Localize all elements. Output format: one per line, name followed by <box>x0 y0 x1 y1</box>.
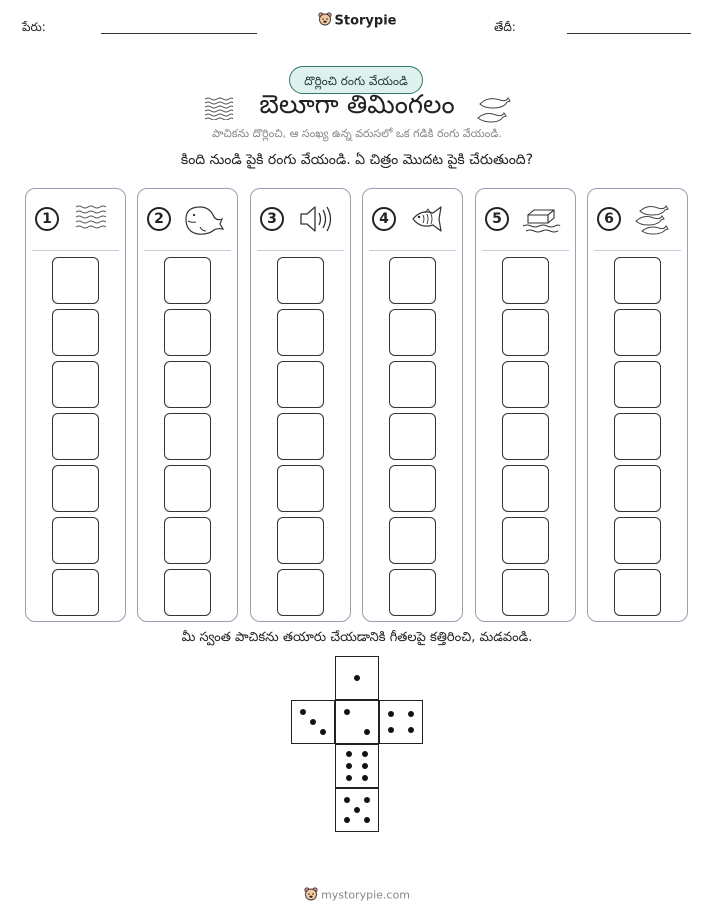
color-box[interactable] <box>389 413 436 460</box>
column-number: 3 <box>260 207 284 231</box>
dice-face-6 <box>335 744 379 788</box>
dice-face-4 <box>379 700 423 744</box>
column-4 <box>362 188 463 622</box>
fish-icon <box>407 201 449 237</box>
dice-face-2 <box>335 700 379 744</box>
storypie-bear-icon <box>304 887 318 904</box>
color-box[interactable] <box>52 517 99 564</box>
color-box[interactable] <box>277 569 324 616</box>
color-box[interactable] <box>614 569 661 616</box>
color-box[interactable] <box>52 413 99 460</box>
color-box[interactable] <box>164 413 211 460</box>
footer <box>0 887 714 904</box>
beluga-whale-icon <box>182 201 224 237</box>
dice-pip <box>300 709 306 715</box>
dice-pip <box>362 763 368 769</box>
color-box[interactable] <box>614 517 661 564</box>
brand-name: Storypie <box>334 13 397 29</box>
beluga-pod-icon <box>632 201 674 237</box>
column-number: 2 <box>147 207 171 231</box>
speaker-sound-icon <box>295 201 337 237</box>
color-box[interactable] <box>164 361 211 408</box>
dice-pip <box>344 709 350 715</box>
color-box[interactable] <box>389 257 436 304</box>
color-box[interactable] <box>614 413 661 460</box>
dice-pip <box>344 817 350 823</box>
color-box[interactable] <box>389 517 436 564</box>
dice-pip <box>354 807 360 813</box>
dice-pip <box>388 711 394 717</box>
color-box[interactable] <box>502 465 549 512</box>
color-box[interactable] <box>389 361 436 408</box>
dice-pip <box>344 797 350 803</box>
color-box[interactable] <box>614 257 661 304</box>
footer-url[interactable]: mystorypie.com <box>321 888 410 902</box>
date-line[interactable] <box>567 33 691 34</box>
dice-pip <box>388 727 394 733</box>
name-label: పేరు: <box>22 20 46 34</box>
column-3 <box>250 188 351 622</box>
column-2 <box>137 188 238 622</box>
color-box[interactable] <box>502 361 549 408</box>
dice-pip <box>364 797 370 803</box>
dice-pip <box>346 751 352 757</box>
color-box[interactable] <box>164 569 211 616</box>
color-box[interactable] <box>389 309 436 356</box>
color-box[interactable] <box>52 569 99 616</box>
color-box[interactable] <box>164 309 211 356</box>
question-text: కింది నుండి పైకి రంగు వేయండి. ఏ చిత్రం మొదట పైకి చేరుతుంది? <box>180 152 534 168</box>
date-label: తేదీ: <box>494 20 516 34</box>
dice-face-5 <box>335 788 379 832</box>
color-box[interactable] <box>52 309 99 356</box>
color-box[interactable] <box>502 413 549 460</box>
color-box[interactable] <box>277 465 324 512</box>
color-box[interactable] <box>614 361 661 408</box>
color-box[interactable] <box>277 309 324 356</box>
dice-pip <box>346 775 352 781</box>
storypie-bear-icon <box>318 12 332 30</box>
instructions-text: పాచికను దొర్లించి, ఆ సంఖ్య ఉన్న వరుసలో ఒక గడికి రంగు వేయండి. <box>212 127 502 140</box>
dice-instruction: మీ స్వంత పాచికను తయారు చేయడానికి గీతలపై కత్తిరించి, మడవండి. <box>181 630 533 645</box>
color-box[interactable] <box>389 465 436 512</box>
column-number: 5 <box>485 207 509 231</box>
column-number: 4 <box>372 207 396 231</box>
color-box[interactable] <box>164 257 211 304</box>
ocean-waves-icon <box>70 201 112 237</box>
dice-pip <box>346 763 352 769</box>
color-box[interactable] <box>502 309 549 356</box>
column-5 <box>475 188 576 622</box>
activity-badge: దొర్లించి రంగు వేయండి <box>289 66 423 94</box>
dice-pip <box>408 711 414 717</box>
color-box[interactable] <box>614 465 661 512</box>
color-box[interactable] <box>52 361 99 408</box>
brand-logo <box>0 12 714 30</box>
dice-pip <box>354 675 360 681</box>
column-6 <box>587 188 688 622</box>
color-box[interactable] <box>277 517 324 564</box>
dice-pip <box>364 729 370 735</box>
color-box[interactable] <box>277 361 324 408</box>
page-title: బెలూగా తిమింగలం <box>259 90 455 120</box>
dice-pip <box>320 729 326 735</box>
color-box[interactable] <box>164 517 211 564</box>
name-line[interactable] <box>101 33 257 34</box>
color-box[interactable] <box>277 257 324 304</box>
dice-pip <box>310 719 316 725</box>
dice-pip <box>362 775 368 781</box>
dice-pip <box>364 817 370 823</box>
color-box[interactable] <box>502 257 549 304</box>
column-number: 1 <box>35 207 59 231</box>
column-number: 6 <box>597 207 621 231</box>
dice-pip <box>362 751 368 757</box>
ice-floe-icon <box>520 201 562 237</box>
color-box[interactable] <box>389 569 436 616</box>
color-box[interactable] <box>502 569 549 616</box>
color-box[interactable] <box>614 309 661 356</box>
beluga-pod-icon <box>476 92 512 124</box>
color-box[interactable] <box>52 465 99 512</box>
column-1 <box>25 188 126 622</box>
dice-face-3 <box>291 700 335 744</box>
color-box[interactable] <box>164 465 211 512</box>
dice-face-1 <box>335 656 379 700</box>
color-box[interactable] <box>502 517 549 564</box>
color-box[interactable] <box>277 413 324 460</box>
dice-pip <box>408 727 414 733</box>
color-box[interactable] <box>52 257 99 304</box>
